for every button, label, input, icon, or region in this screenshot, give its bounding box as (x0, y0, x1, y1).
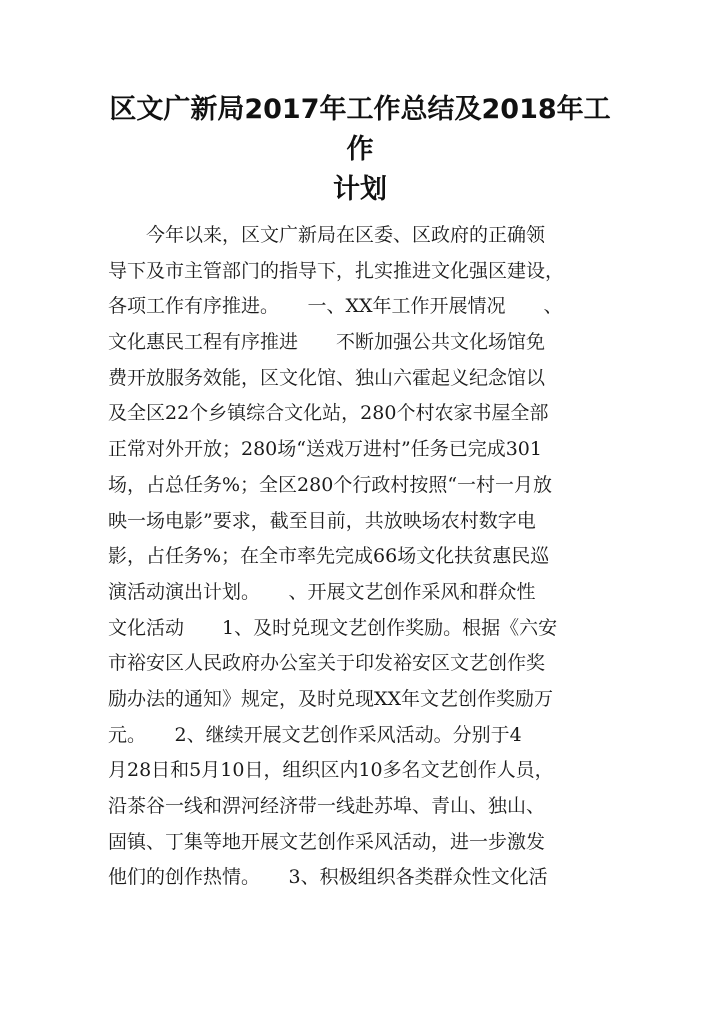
body-line: 月28日和5月10日，组织区内10多名文艺创作人员， (108, 759, 554, 782)
title-line-1: 区文广新局2017年工作总结及2018年工作 (109, 94, 611, 165)
body-line: 场，占总任务%；全区280个行政村按照“一村一月放 (108, 473, 553, 496)
body-line: 文化惠民工程有序推进 不断加强公共文化场馆免 (108, 331, 546, 354)
body-line: 映一场电影”要求，截至目前，共放映场农村数字电 (108, 509, 536, 532)
body-line: 元。 2、继续开展文艺创作采风活动。分别于4 (108, 723, 522, 746)
body-line: 固镇、丁集等地开展文艺创作采风活动，进一步激发 (108, 830, 546, 853)
body-line: 市裕安区人民政府办公室关于印发裕安区文艺创作奖 (108, 652, 546, 675)
body-line: 励办法的通知》规定，及时兑现XX年文艺创作奖励万 (108, 687, 554, 710)
body-line: 各项工作有序推进。 一、XX年工作开展情况 、 (108, 295, 563, 318)
body-line: 今年以来，区文广新局在区委、区政府的正确领 (108, 224, 546, 246)
body-line: 沿茶谷一线和淠河经济带一线赴苏埠、青山、独山、 (108, 795, 546, 817)
document-title (100, 90, 620, 210)
body-line: 导下及市主管部门的指导下，扎实推进文化强区建设， (108, 259, 565, 282)
body-line: 文化活动 1、及时兑现文艺创作奖励。根据《六安 (108, 616, 558, 639)
body-line: 他们的创作热情。 3、积极组织各类群众性文化活 (108, 866, 548, 889)
body-text (108, 218, 618, 896)
body-line: 及全区22个乡镇综合文化站，280个村农家书屋全部 (108, 402, 549, 425)
body-line: 演活动演出计划。 、开展文艺创作采风和群众性 (108, 580, 536, 603)
body-line: 费开放服务效能，区文化馆、独山六霍起义纪念馆以 (108, 366, 546, 389)
title-line-2: 计划 (333, 174, 387, 205)
body-line: 影，占任务%；在全市率先完成66场文化扶贫惠民巡 (108, 545, 550, 568)
body-line: 正常对外开放；280场“送戏万进村”任务已完成301 (108, 438, 542, 461)
